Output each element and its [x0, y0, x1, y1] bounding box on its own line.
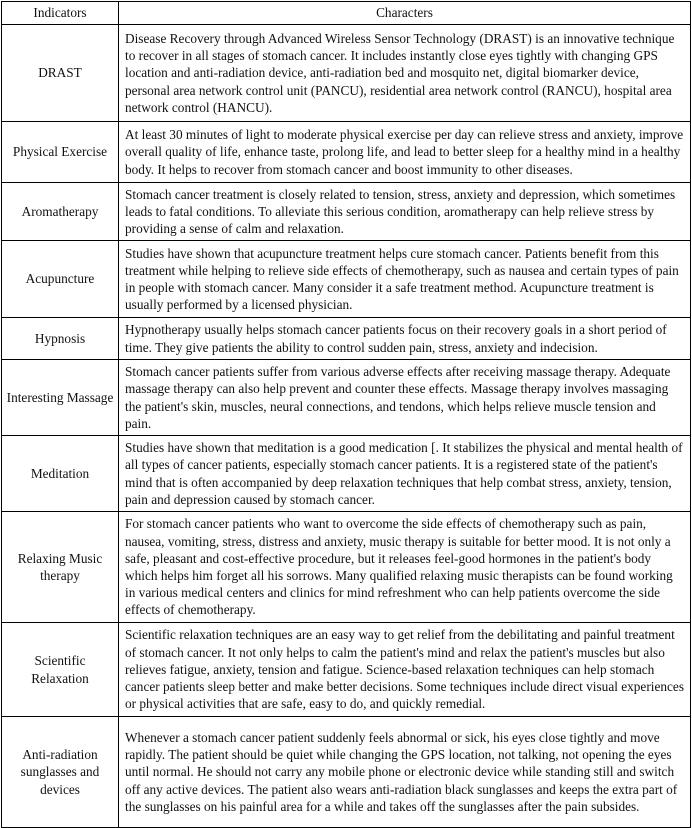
indicator-cell: Physical Exercise: [2, 122, 119, 183]
table-row: [2, 717, 691, 828]
table-row: [2, 318, 691, 360]
header-characters: Characters: [119, 2, 691, 25]
indicator-cell: Acupuncture: [2, 241, 119, 318]
indicator-cell: Meditation: [2, 436, 119, 512]
indicator-cell: Relaxing Music therapy: [2, 512, 119, 623]
indicator-cell: Hypnosis: [2, 318, 119, 360]
characters-cell: Studies have shown that acupuncture treatment helps cure stomach cancer. Patients benefit from this treatment while helping to relieve side effects of chemotherapy, such as nausea and certain types of pain in people with stomach cancer. Many consider it a safe treatment method. Acupuncture treatment is usually performed by a licensed physician.: [119, 241, 691, 318]
table-row: [2, 122, 691, 183]
characters-cell: Scientific relaxation techniques are an easy way to get relief from the debilitating and painful treatment of stomach cancer. It not only helps to calm the patient's mind and relax the patient's muscles but also relieves fatigue, anxiety, tension and fatigue. Science-based relaxation techniques can help stomach cancer patients sleep better and make better decisions. Some techniques include direct visual experiences or physical activities that are safe, easy to do, and quickly remedial.: [119, 623, 691, 717]
header-indicators: Indicators: [2, 2, 119, 25]
characters-cell: Studies have shown that meditation is a good medication [. It stabilizes the physical and mental health of all types of cancer patients, especially stomach cancer patients. It is a registered state of the patient's mind that is often accompanied by deep relaxation techniques that help combat stress, anxiety, tension, pain and depression caused by stomach cancer.: [119, 436, 691, 512]
characters-cell: For stomach cancer patients who want to overcome the side effects of chemotherapy such as pain, nausea, vomiting, stress, distress and anxiety, music therapy is suitable for better mood. It is not only a safe, pleasant and cost-effective procedure, but it releases feel-good hormones in the patient's body which helps him forget all his sorrows. Many qualified relaxing music therapists can be found working in various medical centers and clinics for mind refreshment who can help patients overcome the side effects of chemotherapy.: [119, 512, 691, 623]
characters-cell: Stomach cancer treatment is closely related to tension, stress, anxiety and depression, which sometimes leads to fatal conditions. To alleviate this serious condition, aromatherapy can help relieve stress by providing a sense of calm and relaxation.: [119, 183, 691, 241]
table-row: [2, 512, 691, 623]
indicators-table: [1, 1, 691, 828]
table-row: [2, 623, 691, 717]
characters-cell: Stomach cancer patients suffer from various adverse effects after receiving massage therapy. Adequate massage therapy can also help prevent and counter these effects. Massage therapy involves massaging the patient's skin, muscles, neural connections, and tendons, which helps relieve muscle tension and pain.: [119, 360, 691, 436]
characters-cell: Disease Recovery through Advanced Wireless Sensor Technology (DRAST) is an innovative technique to recover in all stages of stomach cancer. It includes instantly close eyes tightly with changing GPS location and anti-radiation device, anti-radiation bed and mosquito net, digital biomarker device, personal area network control unit (PANCU), residential area network control (RANCU), hospital area network control (HANCU).: [119, 25, 691, 122]
characters-cell: Hypnotherapy usually helps stomach cancer patients focus on their recovery goals in a short period of time. They give patients the ability to control sudden pain, stress, anxiety and indecision.: [119, 318, 691, 360]
table-row: [2, 436, 691, 512]
characters-cell: Whenever a stomach cancer patient suddenly feels abnormal or sick, his eyes close tightly and move rapidly. The patient should be quiet while changing the GPS location, not talking, not opening the eyes until normal. He should not carry any mobile phone or electronic device while standing still and switch off any active devices. The patient also wears anti-radiation black sunglasses and keeps the extra part of the sunglasses on his painful area for a while and takes off the sunglasses after the pain subsides.: [119, 717, 691, 828]
characters-cell: At least 30 minutes of light to moderate physical exercise per day can relieve stress and anxiety, improve overall quality of life, enhance taste, prolong life, and lead to better sleep for a healthy mind in a healthy body. It helps to recover from stomach cancer and boost immunity to other diseases.: [119, 122, 691, 183]
table-row: [2, 360, 691, 436]
indicator-cell: Scientific Relaxation: [2, 623, 119, 717]
table-row: [2, 25, 691, 122]
header-row: [2, 2, 691, 25]
indicator-cell: Anti-radiation sunglasses and devices: [2, 717, 119, 828]
table-row: [2, 183, 691, 241]
indicator-cell: Aromatherapy: [2, 183, 119, 241]
table-row: [2, 241, 691, 318]
indicator-cell: DRAST: [2, 25, 119, 122]
indicator-cell: Interesting Massage: [2, 360, 119, 436]
